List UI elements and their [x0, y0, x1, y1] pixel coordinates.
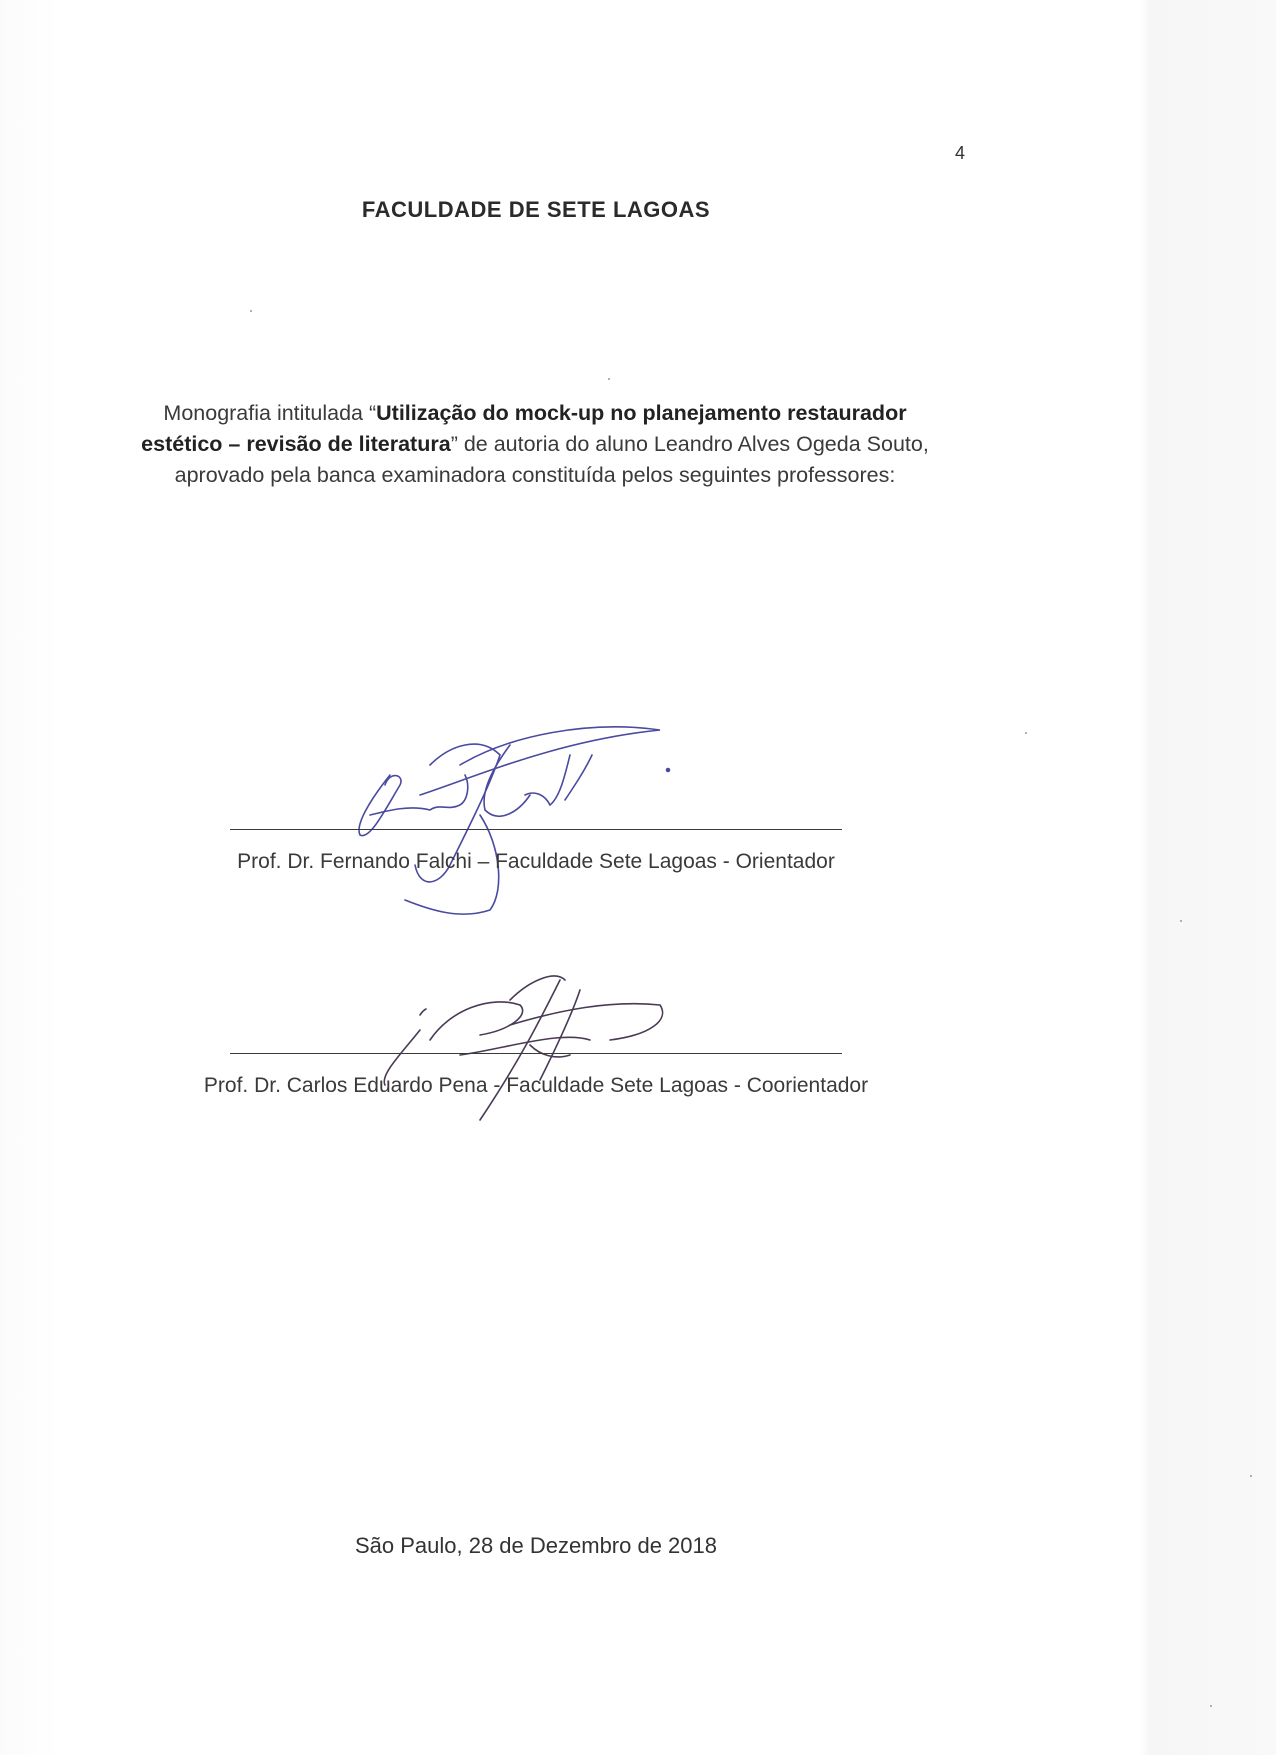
institution-title: FACULDADE DE SETE LAGOAS: [361, 197, 711, 222]
scan-speck: [1250, 1475, 1252, 1477]
statement-suffix: ” de autoria do aluno Leandro Alves Ogeda Souto, aprovado pela banca examinadora constituída pelos seguintes professores:: [174, 432, 929, 487]
scan-speck: [1180, 920, 1182, 922]
scan-speck: [1025, 732, 1027, 734]
handwritten-signature-advisor: [330, 715, 690, 930]
advisor-caption: Prof. Dr. Fernando Falchi – Faculdade Sete Lagoas - Orientador: [237, 850, 835, 873]
scan-speck: [250, 310, 252, 312]
statement-prefix: Monografia intitulada “: [163, 401, 377, 425]
coadvisor-caption: Prof. Dr. Carlos Eduardo Pena - Faculdade Sete Lagoas - Coorientador: [203, 1074, 869, 1097]
scan-speck: [608, 378, 610, 380]
handwritten-signature-coadvisor: [360, 960, 690, 1130]
approval-statement: [120, 398, 950, 491]
signature-line-coadvisor: [230, 1053, 842, 1054]
scan-speck: [1210, 1705, 1212, 1707]
monograph-title: Utilização do mock-up no planejamento restaurador estético – revisão de literatura: [141, 401, 907, 456]
place-and-date: São Paulo, 28 de Dezembro de 2018: [354, 1533, 718, 1558]
page-number: 4: [954, 143, 965, 163]
signature-line-advisor: [230, 829, 842, 830]
